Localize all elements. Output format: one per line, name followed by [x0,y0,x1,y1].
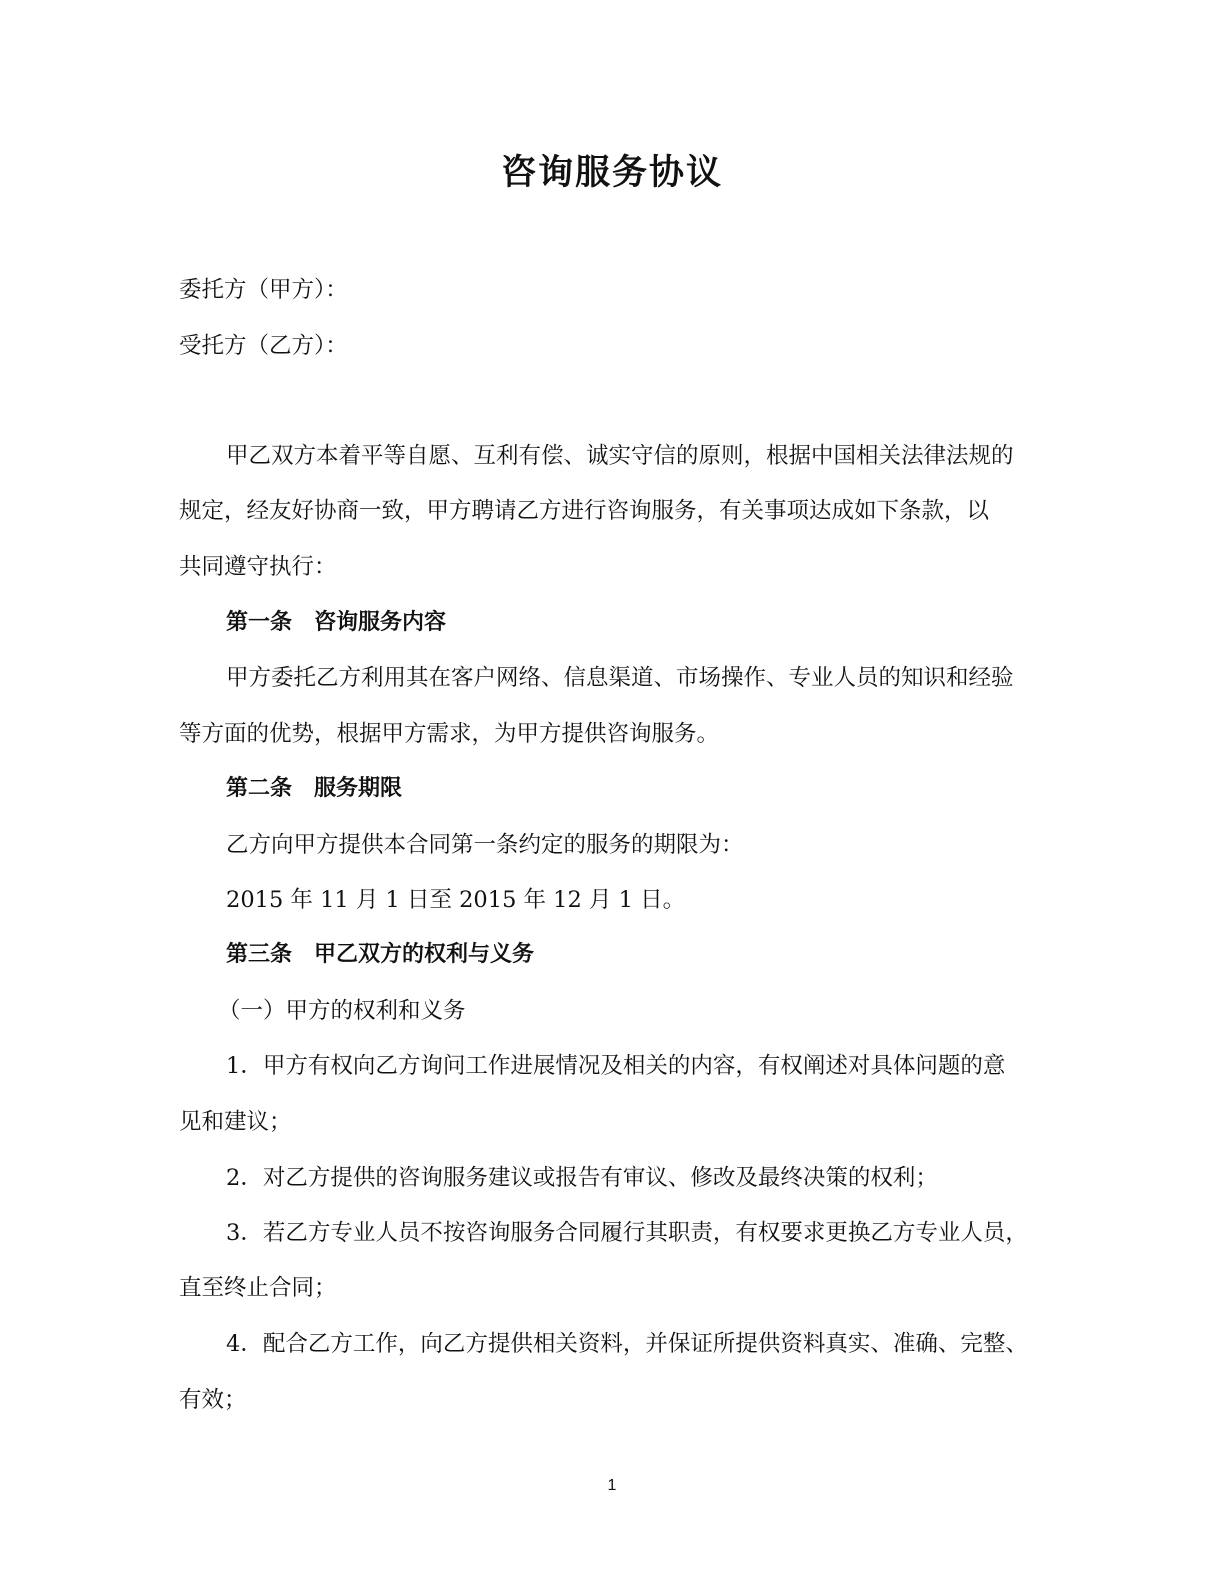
article-1-body-line-2: 等方面的优势，根据甲方需求，为甲方提供咨询服务。 [179,721,720,747]
article-3-item-1-line-1: 1．甲方有权向乙方询问工作进展情况及相关的内容，有权阐述对具体问题的意 [226,1053,1006,1079]
article-3-title: 甲乙双方的权利与义务 [314,942,535,967]
article-2-title: 服务期限 [314,776,403,801]
article-3-item-2-line-1: 2．对乙方提供的咨询服务建议或报告有审议、修改及最终决策的权利； [226,1165,938,1191]
provider-party-label: 受托方（乙方）： [179,333,348,359]
article-3-item-4-line-1: 4．配合乙方工作，向乙方提供相关资料，并保证所提供资料真实、准确、完整、 [226,1331,1028,1357]
page-number: 1 [607,1477,617,1494]
client-party-label: 委托方（甲方）： [179,277,348,303]
article-1-body-line-1: 甲方委托乙方利用其在客户网络、信息渠道、市场操作、专业人员的知识和经验 [226,665,1014,691]
article-3-item-1-line-2: 见和建议； [179,1109,292,1135]
article-3-number: 第三条 [226,942,293,967]
article-2-body-line-2: 2015 年 11 月 1 日至 2015 年 12 月 1 日。 [226,887,686,913]
preamble-line-1: 甲乙双方本着平等自愿、互利有偿、诚实守信的原则，根据中国相关法律法规的 [226,443,1014,469]
document-title: 咨询服务协议 [500,153,723,193]
preamble-line-2: 规定，经友好协商一致，甲方聘请乙方进行咨询服务，有关事项达成如下条款，以 [179,498,990,524]
article-1-title: 咨询服务内容 [314,610,447,635]
article-2-number: 第二条 [226,776,293,801]
article-2-heading [226,773,402,805]
article-1-heading [226,607,446,639]
article-1-number: 第一条 [226,610,293,635]
preamble-line-3: 共同遵守执行： [179,554,337,580]
article-3-subsection: （一）甲方的权利和义务 [218,998,466,1024]
article-3-item-3-line-1: 3．若乙方专业人员不按咨询服务合同履行其职责，有权要求更换乙方专业人员， [226,1220,1028,1246]
article-3-item-3-line-2: 直至终止合同； [179,1275,337,1301]
article-2-body-line-1: 乙方向甲方提供本合同第一条约定的服务的期限为： [226,832,744,858]
article-3-heading [226,939,534,971]
article-3-item-4-line-2: 有效； [179,1387,247,1413]
